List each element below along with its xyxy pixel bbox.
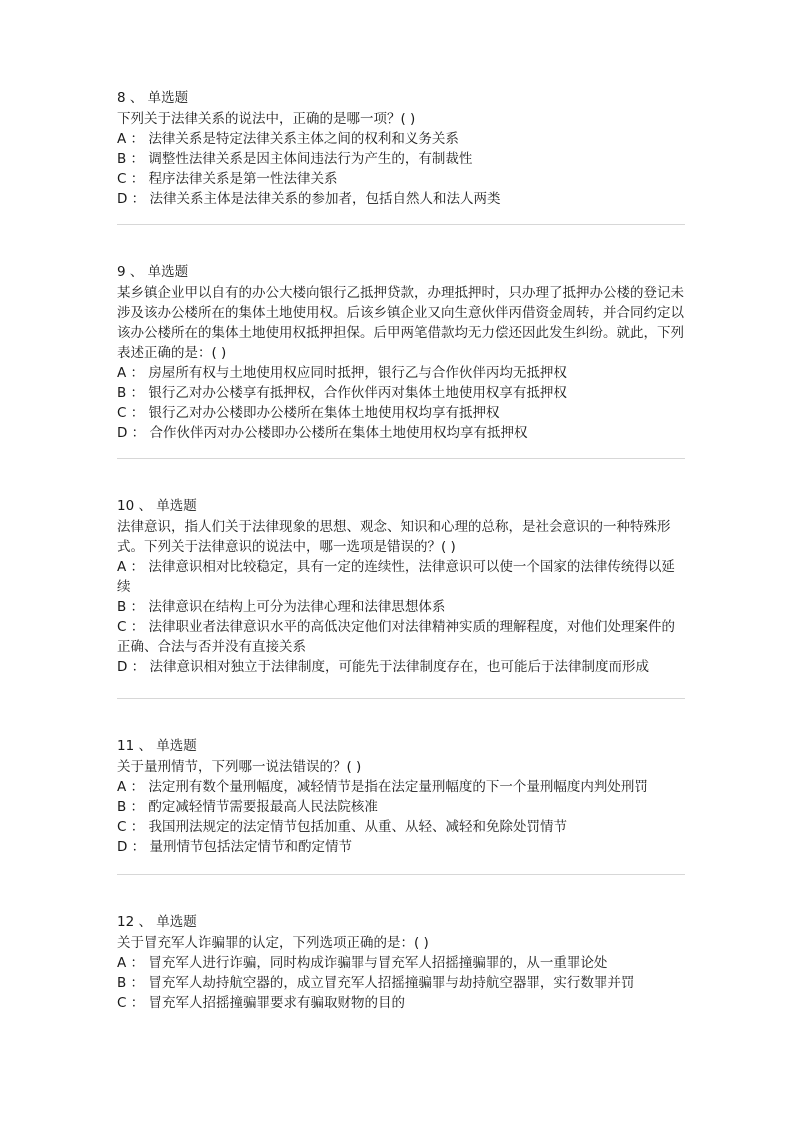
question-stem: 关于量刑情节，下列哪一说法错误的？( ): [117, 759, 362, 775]
option-b: B ： 调整性法律关系是因主体间违法行为产生的，有制裁性: [117, 151, 473, 167]
option-c: C ： 银行乙对办公楼即办公楼所在集体土地使用权均享有抵押权: [117, 405, 500, 421]
option-b: B ： 酌定减轻情节需要报最高人民法院核准: [117, 799, 378, 815]
question-10: [117, 496, 685, 677]
question-stem: 某乡镇企业甲以自有的办公大楼向银行乙抵押贷款，办理抵押时，只办理了抵押办公楼的登记未涉及该办公楼所在的集体土地使用权。后该乡镇企业又向生意伙伴丙借资金周转，并合同约定以该办公楼所在的集体土地使用权抵押担保。后甲两笔借款均无力偿还因此发生纠纷。就此，下列表述正确的是：( ): [117, 285, 684, 361]
divider: [117, 458, 685, 459]
option-a: A ： 冒充军人进行诈骗，同时构成诈骗罪与冒充军人招摇撞骗罪的，从一重罪论处: [117, 955, 608, 971]
divider: [117, 224, 685, 225]
option-c: C ： 冒充军人招摇撞骗罪要求有骗取财物的目的: [117, 995, 406, 1011]
option-d: D ： 量刑情节包括法定情节和酌定情节: [117, 839, 352, 855]
question-stem: 法律意识，指人们关于法律现象的思想、观念、知识和心理的总称，是社会意识的一种特殊形式。下列关于法律意识的说法中，哪一选项是错误的？( ): [117, 519, 671, 555]
question-heading: 8 、 单选题: [117, 90, 189, 106]
option-c: C ： 法律职业者法律意识水平的高低决定他们对法律精神实质的理解程度，对他们处理案件的正确、合法与否并没有直接关系: [117, 619, 676, 655]
option-a: A ： 法定刑有数个量刑幅度，减轻情节是指在法定量刑幅度的下一个量刑幅度内判处刑罚: [117, 779, 648, 795]
question-heading: 11 、 单选题: [117, 738, 197, 754]
question-12: [117, 912, 685, 1013]
option-a: A ： 房屋所有权与土地使用权应同时抵押，银行乙与合作伙伴丙均无抵押权: [117, 365, 567, 381]
divider: [117, 874, 685, 875]
option-b: B ： 银行乙对办公楼享有抵押权，合作伙伴丙对集体土地使用权享有抵押权: [117, 385, 567, 401]
option-b: B ： 法律意识在结构上可分为法律心理和法律思想体系: [117, 599, 446, 615]
question-stem: 下列关于法律关系的说法中，正确的是哪一项？( ): [117, 111, 416, 127]
option-d: D ： 合作伙伴丙对办公楼即办公楼所在集体土地使用权均享有抵押权: [117, 425, 528, 441]
option-a: A ： 法律关系是特定法律关系主体之间的权利和义务关系: [117, 131, 459, 147]
document-page: [117, 88, 685, 1013]
question-stem: 关于冒充军人诈骗罪的认定，下列选项正确的是：( ): [117, 935, 429, 951]
question-8: [117, 88, 685, 209]
option-d: D ： 法律意识相对独立于法律制度，可能先于法律制度存在，也可能后于法律制度而形成: [117, 659, 649, 675]
question-heading: 12 、 单选题: [117, 914, 197, 930]
question-9: [117, 262, 685, 443]
option-c: C ： 我国刑法规定的法定情节包括加重、从重、从轻、减轻和免除处罚情节: [117, 819, 568, 835]
option-c: C ： 程序法律关系是第一性法律关系: [117, 171, 338, 187]
option-b: B ： 冒充军人劫持航空器的，成立冒充军人招摇撞骗罪与劫持航空器罪，实行数罪并罚: [117, 975, 635, 991]
option-a: A ： 法律意识相对比较稳定，具有一定的连续性，法律意识可以使一个国家的法律传统得以延续: [117, 559, 675, 595]
option-d: D ： 法律关系主体是法律关系的参加者，包括自然人和法人两类: [117, 191, 501, 207]
divider: [117, 698, 685, 699]
question-11: [117, 736, 685, 857]
question-heading: 10 、 单选题: [117, 498, 197, 514]
question-heading: 9 、 单选题: [117, 264, 189, 280]
